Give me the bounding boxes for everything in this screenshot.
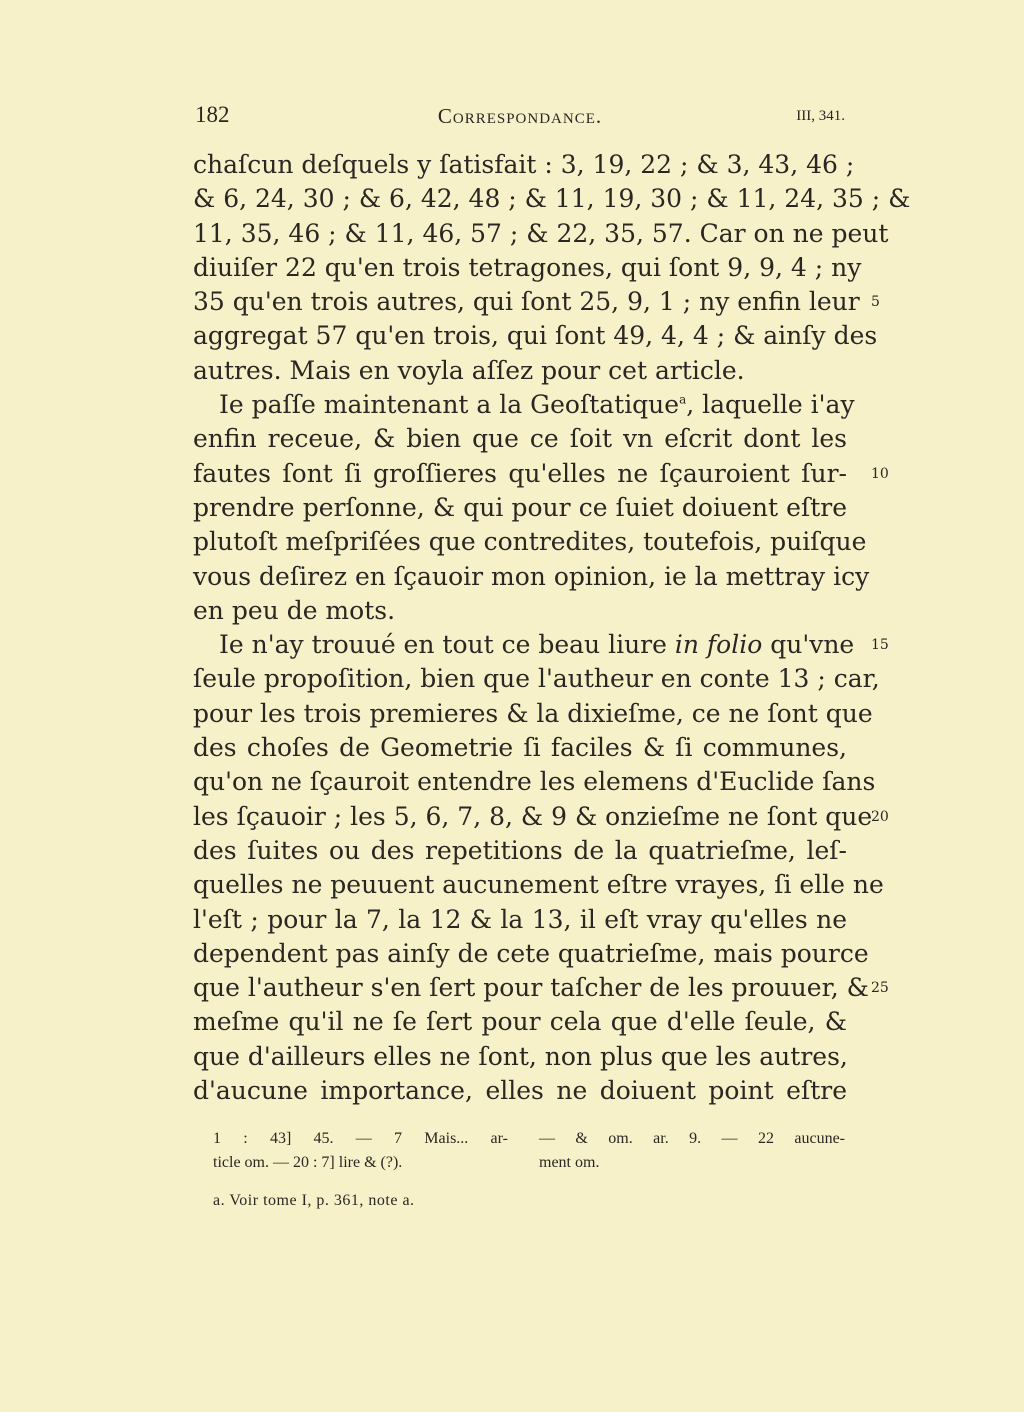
text-line: 11, 35, 46 ; & 11, 46, 57 ; & 22, 35, 57. Car on ne peut (193, 218, 889, 248)
text-line: chaſcun deſquels y ſatisfait : 3, 19, 22 ; & 3, 43, 46 ; (193, 150, 855, 179)
letter-body-text (193, 148, 911, 1108)
text-line: aggregat 57 qu'en trois, qui ſont 49, 4, 4 ; & ainſy des (193, 321, 878, 351)
line-number: 10 (871, 465, 889, 482)
text-line: diuiſer 22 qu'en trois tetragones, qui ſont 9, 9, 4 ; ny (193, 252, 862, 282)
text-line: dependent pas ainſy de cete quatrieſme, mais pource (193, 938, 869, 968)
text-line: les ſçauoir ; les 5, 6, 7, 8, & 9 & onzieſme ne ſont que 20 (193, 800, 847, 834)
text-line: plutoſt meſpriſées que contredites, toutefois, puiſque (193, 527, 867, 557)
line-number: 20 (871, 808, 889, 825)
variant-line: 1 : 43] 45. — 7 Mais... ar- (213, 1130, 508, 1147)
text-line: que d'ailleurs elles ne ſont, non plus que les autres, (193, 1041, 848, 1071)
line-number: 25 (871, 980, 889, 997)
text-line: Ie n'ay trouué en tout ce beau liure in folio qu'vne 15 (193, 628, 847, 662)
running-title: Correspondance. (437, 104, 603, 128)
line-number: 15 (871, 637, 889, 654)
text-line: fautes ſont ſi groſſieres qu'elles ne ſçauroient ſur- 10 (193, 457, 847, 491)
text-line: pour les trois premieres & la dixieſme, ce ne ſont que (193, 698, 873, 728)
running-header (195, 102, 845, 136)
variant-column-left (213, 1127, 508, 1175)
text-line: l'eſt ; pour la 7, la 12 & la 13, il eſt vray qu'elles ne (193, 904, 847, 934)
text-line: enfin receue, & bien que ce ſoit vn eſcrit dont les (193, 424, 847, 454)
text-line: des ſuites ou des repetitions de la quatrieſme, leſ- (193, 835, 847, 865)
text-line: quelles ne peuuent aucunement eſtre vrayes, ſi elle ne (193, 870, 884, 900)
variant-line: — & om. ar. 9. — 22 aucune- (539, 1130, 845, 1147)
variant-column-right (539, 1127, 845, 1175)
page-number: 182 (195, 102, 230, 127)
text-line: des choſes de Geometrie ſi faciles & ſi communes, (193, 733, 847, 763)
text-line: autres. Mais en voyla aſſez pour cet article. (193, 355, 745, 385)
volume-page-reference: III, 341. (796, 108, 845, 124)
text-line: vous deſirez en ſçauoir mon opinion, ie la mettray icy (193, 561, 870, 591)
text-line: Ie paſſe maintenant a la Geoſtatique$^a$, laquelle i'ay (219, 390, 855, 420)
line-number: 5 (871, 294, 880, 311)
text-line: & 6, 24, 30 ; & 6, 42, 48 ; & 11, 19, 30 ; & 11, 24, 35 ; & (193, 184, 911, 214)
footnote-call: a (679, 392, 687, 407)
italic-phrase: in folio (674, 630, 763, 660)
text-line: 35 qu'en trois autres, qui ſont 25, 9, 1 ; ny enfin leur 5 (193, 285, 847, 319)
text-line: d'aucune importance, elles ne doiuent point eſtre (193, 1076, 847, 1106)
text-line: qu'on ne ſçauroit entendre les elemens d'Euclide ſans (193, 767, 876, 797)
text-line: prendre perſonne, & qui pour ce ſuiet doiuent eſtre (193, 492, 847, 522)
variant-line: ticle om. — 20 : 7] lire & (?). (213, 1154, 403, 1171)
text-line: en peu de mots. (193, 595, 396, 625)
text-line: ſeule propoſition, bien que l'autheur en conte 13 ; car, (193, 664, 880, 694)
variant-readings (213, 1127, 847, 1177)
variant-line: ment om. (539, 1154, 600, 1171)
text-line: que l'autheur s'en ſert pour taſcher de les prouuer, & 25 (193, 971, 847, 1005)
text-line: meſme qu'il ne ſe ſert pour cela que d'elle ſeule, & (193, 1007, 847, 1037)
footnote: a. Voir tome I, p. 361, note a. (213, 1192, 415, 1209)
